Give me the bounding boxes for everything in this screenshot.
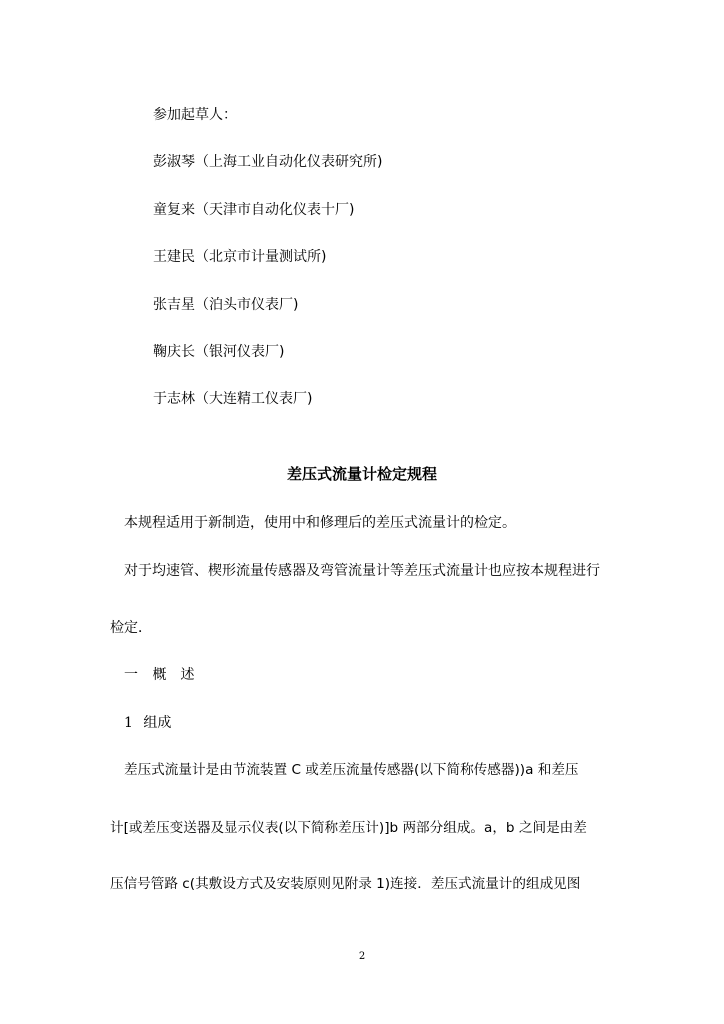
page-number: 2 (358, 951, 366, 962)
drafter-entry: 于志林（大连精工仪表厂) (153, 391, 313, 407)
subsection-heading (124, 714, 171, 732)
section-title: 概 述 (152, 667, 195, 683)
drafter-entry: 张吉星（泊头市仪表厂) (153, 297, 299, 313)
paragraph-applicability-cont: 检定． (110, 620, 152, 636)
body-line: 压信号管路 c(其敷设方式及安装原则见附录 1)连接．差压式流量计的组成见图 (110, 876, 581, 892)
drafter-entry: 彭淑琴（上海工业自动化仪表研究所) (153, 154, 383, 170)
paragraph-scope: 本规程适用于新制造，使用中和修理后的差压式流量计的检定。 (124, 515, 516, 531)
paragraph-applicability: 对于均速管、楔形流量传感器及弯管流量计等差压式流量计也应按本规程进行 (124, 563, 600, 579)
section-heading (124, 666, 194, 684)
drafters-heading: 参加起草人： (153, 107, 237, 123)
document-title: 差压式流量计检定规程 (286, 465, 437, 483)
subsection-title: 组成 (143, 715, 172, 731)
section-number: 一 (124, 667, 138, 683)
subsection-number: 1 (124, 715, 133, 731)
drafter-entry: 鞠庆长（银河仪表厂) (153, 344, 285, 360)
body-line: 计[或差压变送器及显示仪表(以下简称差压计)]b 两部分组成。a，b 之间是由差 (110, 820, 587, 836)
body-line: 差压式流量计是由节流装置 C 或差压流量传感器(以下简称传感器))a 和差压 (124, 762, 579, 778)
drafter-entry: 王建民（北京市计量测试所) (153, 249, 327, 265)
drafter-entry: 童复来（天津市自动化仪表十厂) (153, 202, 355, 218)
